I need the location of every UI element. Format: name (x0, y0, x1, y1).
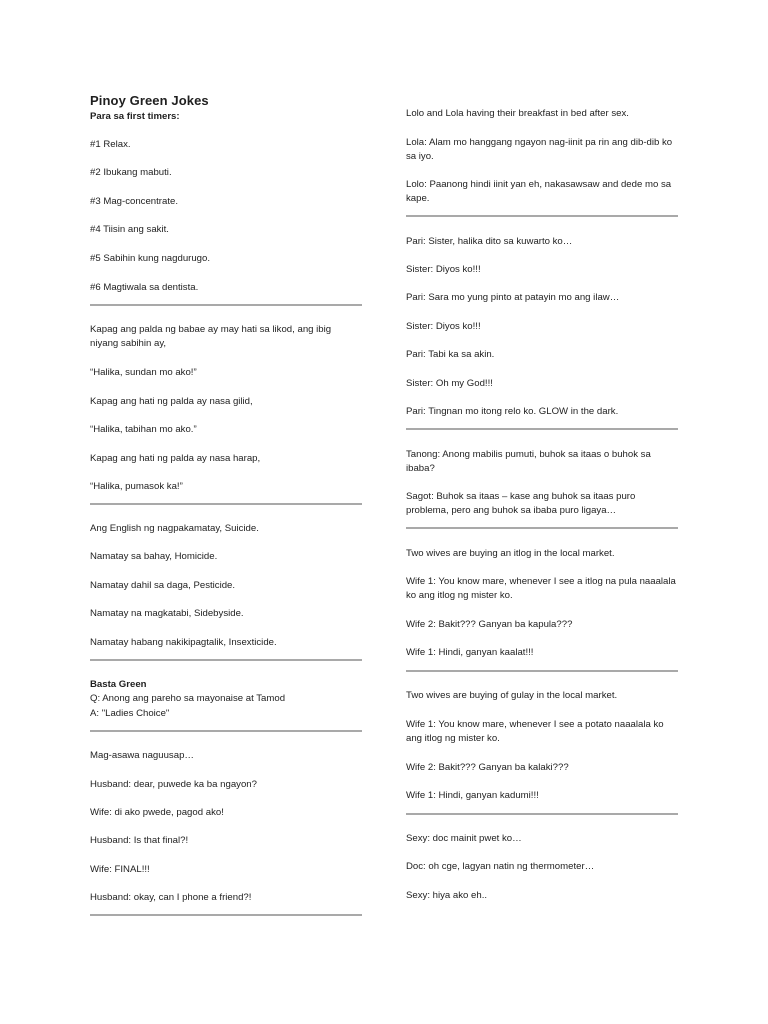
section-divider (406, 670, 678, 672)
section-divider (90, 659, 362, 661)
mag-asawa-line-5: Wife: FINAL!!! (90, 864, 150, 875)
first-timers-item-3: #3 Mag-concentrate. (90, 196, 178, 207)
first-timers-heading: Para sa first timers: (90, 111, 180, 122)
basta-green-heading: Basta Green (90, 679, 147, 690)
basta-green-answer: A: "Ladies Choice" (90, 708, 170, 719)
namatay-line-3: Namatay dahil sa daga, Pesticide. (90, 580, 236, 591)
mag-asawa-line-4: Husband: Is that final?! (90, 835, 189, 846)
pari-line-2: Sister: Diyos ko!!! (406, 264, 481, 275)
palda-line-3: Kapag ang hati ng palda ay nasa gilid, (90, 396, 253, 407)
gulay-line-4: Wife 1: Hindi, ganyan kadumi!!! (406, 790, 539, 801)
gulay-line-2: Wife 1: You know mare, whenever I see a potato naaalala ko ang itlog ng mister ko. (406, 719, 664, 744)
basta-green-question: Q: Anong ang pareho sa mayonaise at Tamod (90, 693, 286, 704)
section-divider (406, 215, 678, 217)
pari-line-3: Pari: Sara mo yung pinto at patayin mo ang ilaw… (406, 292, 620, 303)
section-divider (90, 304, 362, 306)
section-divider (90, 730, 362, 732)
first-timers-item-5: #5 Sabihin kung nagdurugo. (90, 253, 211, 264)
lolo-lola-line-3: Lolo: Paanong hindi iinit yan eh, nakasawsaw and dede mo sa kape. (406, 179, 672, 204)
first-timers-item-2: #2 Ibukang mabuti. (90, 167, 172, 178)
mag-asawa-line-1: Mag-asawa naguusap… (90, 750, 194, 761)
itlog-line-4: Wife 1: Hindi, ganyan kaalat!!! (406, 647, 534, 658)
first-timers-item-6: #6 Magtiwala sa dentista. (90, 282, 199, 293)
pari-line-5: Pari: Tabi ka sa akin. (406, 349, 495, 360)
palda-line-2: “Halika, sundan mo ako!” (90, 367, 197, 378)
mag-asawa-line-2: Husband: dear, puwede ka ba ngayon? (90, 779, 257, 790)
section-divider (406, 527, 678, 529)
sexy-line-2: Doc: oh cge, lagyan natin ng thermometer… (406, 861, 595, 872)
mag-asawa-line-6: Husband: okay, can I phone a friend?! (90, 892, 252, 903)
palda-line-5: Kapag ang hati ng palda ay nasa harap, (90, 453, 261, 464)
palda-line-1: Kapag ang palda ng babae ay may hati sa likod, ang ibig niyang sabihin ay, (90, 324, 332, 349)
namatay-line-2: Namatay sa bahay, Homicide. (90, 551, 218, 562)
first-timers-item-4: #4 Tiisin ang sakit. (90, 224, 169, 235)
namatay-line-4: Namatay na magkatabi, Sidebyside. (90, 608, 244, 619)
gulay-line-3: Wife 2: Bakit??? Ganyan ba kalaki??? (406, 762, 569, 773)
lolo-lola-line-2: Lola: Alam mo hanggang ngayon nag-iinit pa rin ang dib-dib ko sa iyo. (406, 137, 673, 162)
namatay-line-1: Ang English ng nagpakamatay, Suicide. (90, 523, 259, 534)
sexy-line-1: Sexy: doc mainit pwet ko… (406, 833, 522, 844)
itlog-line-1: Two wives are buying an itlog in the local market. (406, 548, 615, 559)
first-timers-item-1: #1 Relax. (90, 139, 131, 150)
pari-line-1: Pari: Sister, halika dito sa kuwarto ko… (406, 236, 573, 247)
section-divider (406, 428, 678, 430)
palda-line-4: “Halika, tabihan mo ako.” (90, 424, 197, 435)
sexy-line-3: Sexy: hiya ako eh.. (406, 890, 488, 901)
gulay-line-1: Two wives are buying of gulay in the local market. (406, 690, 618, 701)
document-title: Pinoy Green Jokes (90, 93, 209, 108)
pari-line-7: Pari: Tingnan mo itong relo ko. GLOW in the dark. (406, 406, 619, 417)
tanong-question: Tanong: Anong mabilis pumuti, buhok sa itaas o buhok sa ibaba? (406, 449, 651, 474)
section-divider (90, 503, 362, 505)
itlog-line-2: Wife 1: You know mare, whenever I see a itlog na pula naaalala ko ang itlog ng mister ko. (406, 576, 676, 601)
pari-line-4: Sister: Diyos ko!!! (406, 321, 481, 332)
tanong-answer: Sagot: Buhok sa itaas – kase ang buhok sa itaas puro problema, pero ang buhok sa ibaba puro ligaya… (406, 491, 636, 516)
section-divider (406, 813, 678, 815)
pari-line-6: Sister: Oh my God!!! (406, 378, 493, 389)
namatay-line-5: Namatay habang nakikipagtalik, Insexticide. (90, 637, 277, 648)
lolo-lola-line-1: Lolo and Lola having their breakfast in bed after sex. (406, 108, 629, 119)
itlog-line-3: Wife 2: Bakit??? Ganyan ba kapula??? (406, 619, 573, 630)
palda-line-6: “Halika, pumasok ka!” (90, 481, 183, 492)
mag-asawa-line-3: Wife: di ako pwede, pagod ako! (90, 807, 224, 818)
section-divider (90, 914, 362, 916)
